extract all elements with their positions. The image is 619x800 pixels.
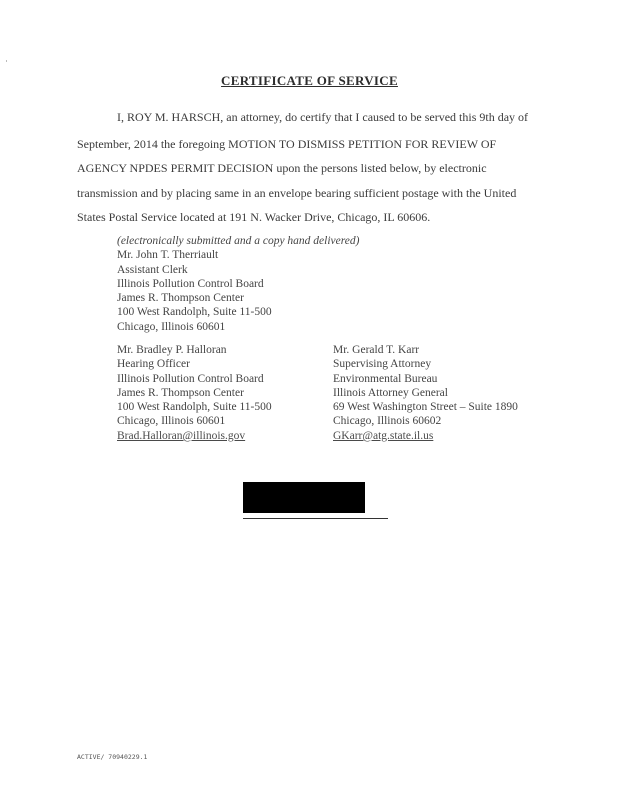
- recipient-org: Environmental Bureau: [333, 372, 438, 385]
- recipient-role: Assistant Clerk: [117, 263, 188, 276]
- recipient-role: Hearing Officer: [117, 358, 190, 371]
- recipient-street: 100 West Randolph, Suite 11-500: [117, 401, 272, 414]
- recipient-email-link[interactable]: Brad.Halloran@illinois.gov: [117, 429, 246, 442]
- recipient-org: Illinois Pollution Control Board: [117, 372, 264, 385]
- recipient-city: Chicago, Illinois 60601: [117, 320, 226, 333]
- recipient-block-hearing-officer: [117, 343, 272, 443]
- recipient-building: James R. Thompson Center: [117, 292, 244, 305]
- recipient-city: Chicago, Illinois 60602: [333, 415, 442, 428]
- document-footer-id: ACTIVE/ 70940229.1: [77, 753, 148, 761]
- delivery-note: (electronically submitted and a copy hand delivered): [117, 235, 360, 247]
- recipient-block-attorney: [333, 343, 518, 443]
- redacted-signature: [243, 482, 365, 513]
- recipient-name: Mr. John T. Therriault: [117, 249, 219, 262]
- document-title: CERTIFICATE OF SERVICE: [221, 73, 398, 88]
- recipient-block-clerk: [117, 234, 360, 334]
- body-line-1: I, ROY M. HARSCH, an attorney, do certify that I caused to be served this 9th day of: [117, 110, 529, 124]
- body-line-4: transmission and by placing same in an envelope bearing sufficient postage with the United: [77, 186, 517, 200]
- recipient-building: Illinois Attorney General: [333, 386, 448, 399]
- recipient-role: Supervising Attorney: [333, 358, 432, 371]
- recipient-email-link[interactable]: GKarr@atg.state.il.us: [333, 429, 434, 442]
- body-line-5: States Postal Service located at 191 N. Wacker Drive, Chicago, IL 60606.: [77, 210, 431, 224]
- recipient-org: Illinois Pollution Control Board: [117, 277, 264, 290]
- body-line-3: AGENCY NPDES PERMIT DECISION upon the persons listed below, by electronic: [77, 161, 487, 175]
- scan-speck: [6, 60, 7, 62]
- recipient-city: Chicago, Illinois 60601: [117, 415, 226, 428]
- signature-line: [243, 518, 388, 519]
- body-line-2: September, 2014 the foregoing MOTION TO DISMISS PETITION FOR REVIEW OF: [77, 137, 497, 151]
- recipient-name: Mr. Gerald T. Karr: [333, 344, 420, 356]
- recipient-name: Mr. Bradley P. Halloran: [117, 344, 227, 356]
- recipient-street: 69 West Washington Street – Suite 1890: [333, 401, 518, 414]
- recipient-street: 100 West Randolph, Suite 11-500: [117, 306, 272, 319]
- recipient-building: James R. Thompson Center: [117, 386, 244, 399]
